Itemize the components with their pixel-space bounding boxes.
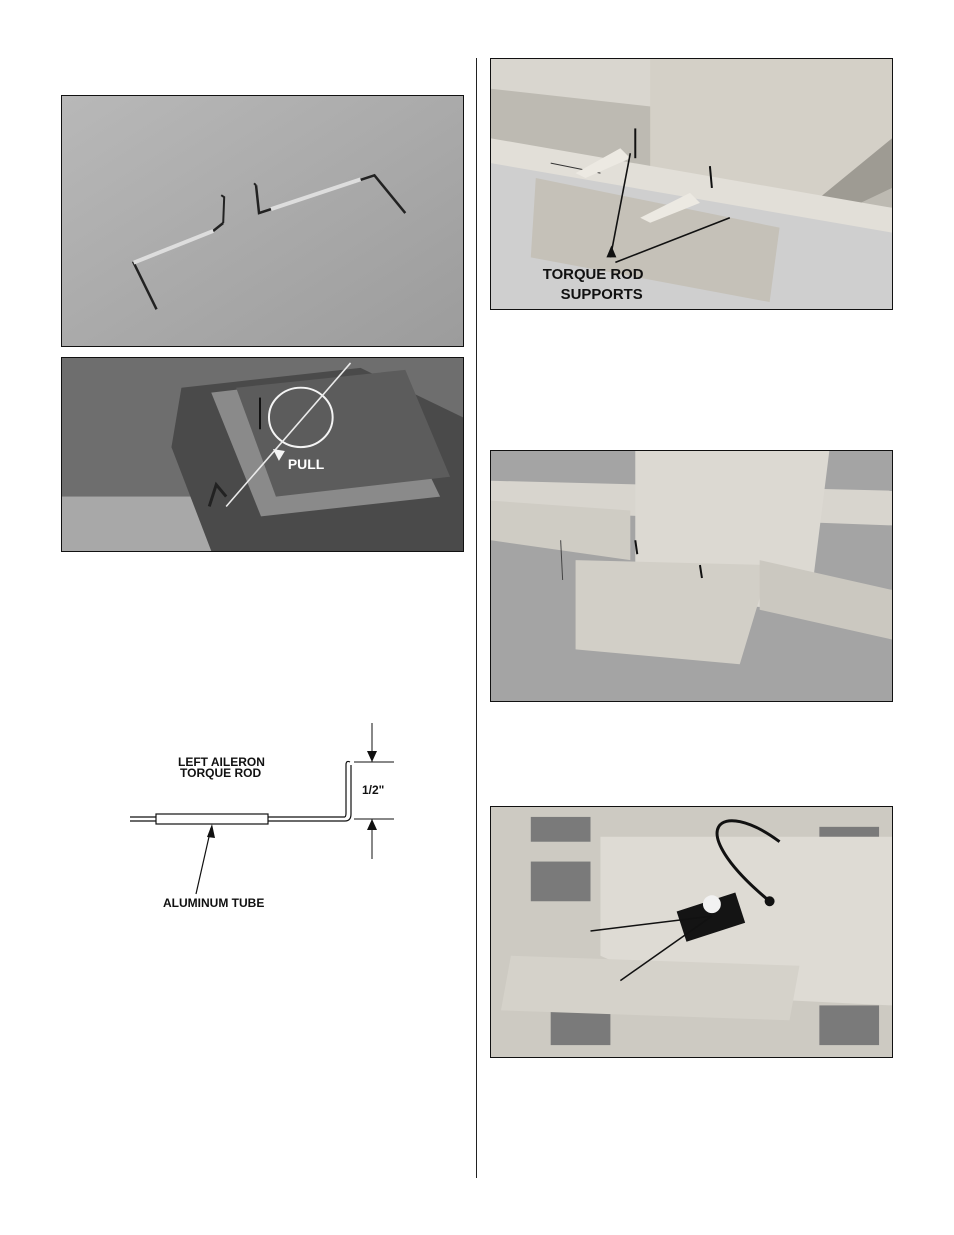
- torque-rod-supports-label-line1: TORQUE ROD: [542, 267, 644, 284]
- pull-label: PULL: [287, 455, 325, 472]
- photo-bent-torque-rods: [61, 95, 464, 347]
- diagram-left-aileron-torque-rod: [120, 715, 410, 915]
- aluminum-tube-label: ALUMINUM TUBE: [163, 896, 265, 910]
- photo-vise-bending: [61, 357, 464, 552]
- photo-servo-installed: [490, 806, 893, 1058]
- photo-wing-center-sheeted: [490, 450, 893, 702]
- dimension-label: 1/2": [362, 783, 385, 797]
- aluminum-tube-shape: [156, 814, 268, 824]
- column-divider: [476, 58, 477, 1178]
- diagram-title-line1: LEFT AILERON: [178, 755, 265, 769]
- torque-rod-supports-label-line2: SUPPORTS: [560, 287, 643, 304]
- photo-torque-rod-supports: [490, 58, 893, 310]
- diagram-title-line2: TORQUE ROD: [180, 766, 262, 780]
